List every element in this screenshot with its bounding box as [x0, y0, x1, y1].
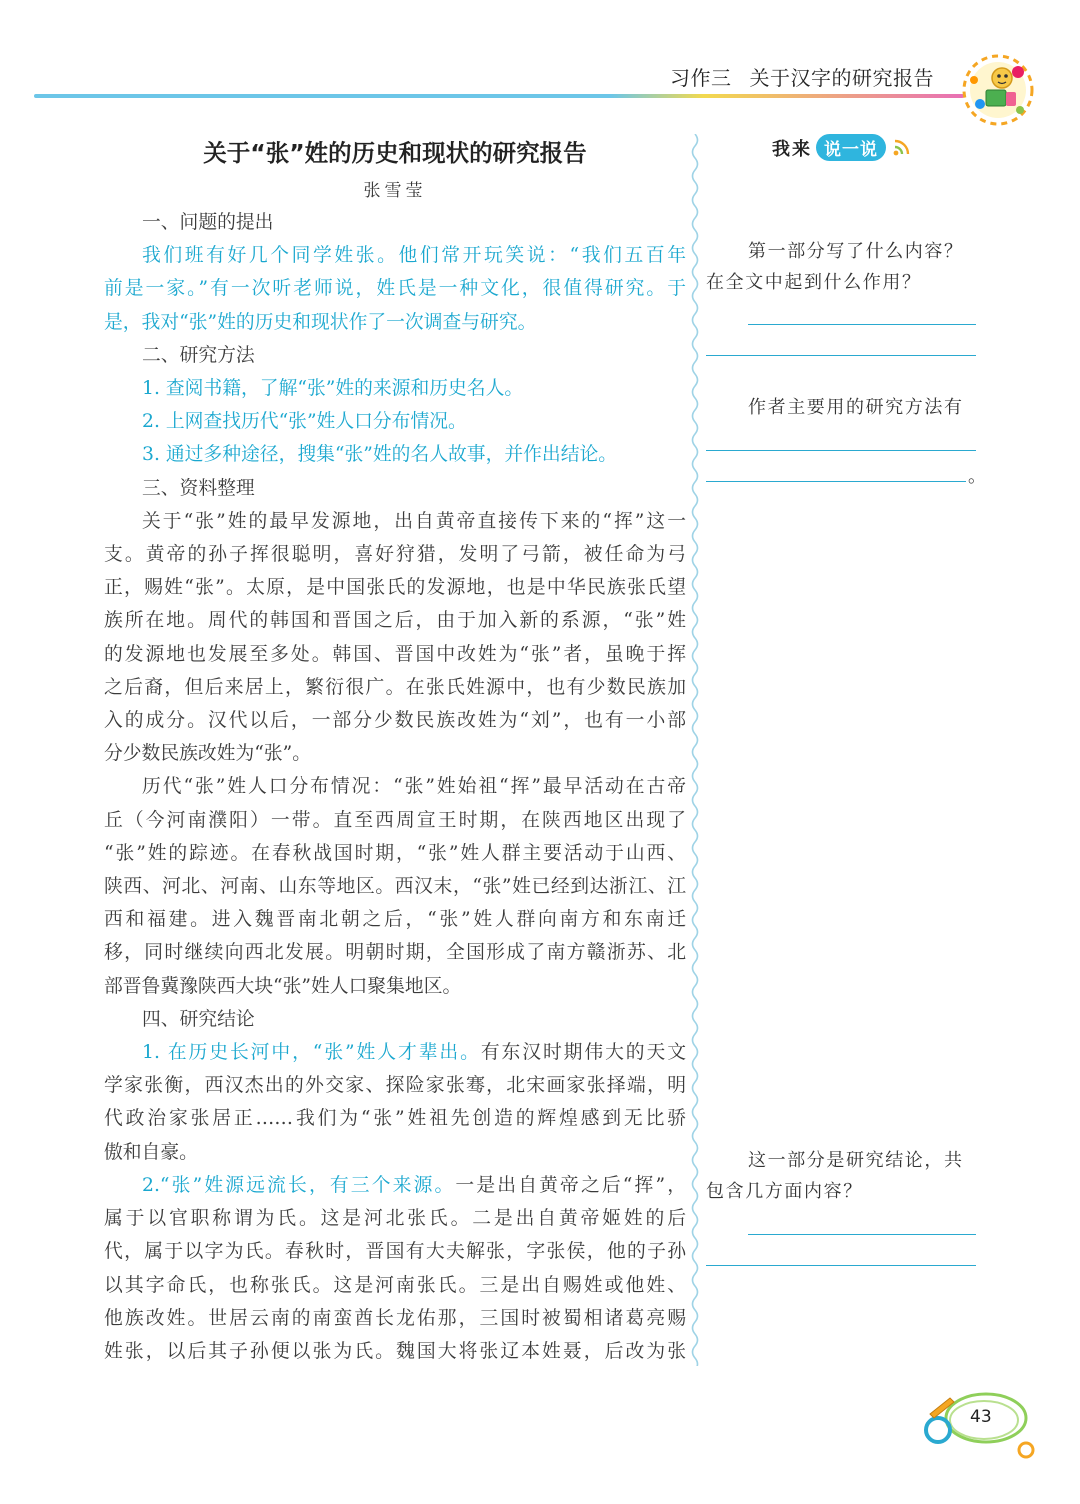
conclusion-highlight: 1. 在历史长河中，“张”姓人才辈出。 [142, 1042, 481, 1064]
article [104, 134, 686, 1368]
article-author: 张雪莹 [363, 181, 427, 201]
header-rule [34, 94, 964, 98]
article-line: 代政治家张居正……我们为“张”姓祖先创造的辉煌感到无比骄 [104, 1108, 686, 1130]
article-line: 二、研究方法 [142, 344, 255, 366]
article-line: 三、资料整理 [142, 477, 255, 499]
conclusion-detail: 有东汉时期伟大的天文 [480, 1042, 687, 1064]
answer-line-2a[interactable] [706, 450, 976, 451]
column-divider [689, 134, 701, 1366]
article-line: 移，同时继续向西北发展。明朝时期，全国形成了南方赣浙苏、北 [104, 942, 686, 964]
article-title: 关于“张”姓的历史和现状的研究报告 [203, 139, 587, 167]
question-3-line-2: 包含几方面内容？ [706, 1181, 863, 1202]
article-line: 前是一家。”有一次听老师说，姓氏是一种文化，很值得研究。于 [104, 278, 686, 300]
sidebar-heading-prefix: 我来 [772, 138, 812, 160]
article-line: 丘（今河南濮阳）一带。直至西周宣王时期，在陕西地区出现了 [104, 809, 686, 831]
conclusion-highlight: 2.“张”姓源远流长，有三个来源。 [142, 1174, 456, 1196]
answer-line-1a[interactable] [748, 324, 976, 325]
article-line: 西和福建。进入魏晋南北朝之后，“张”姓人群向南方和东南迁 [104, 909, 686, 931]
article-line: 傲和自豪。 [104, 1141, 198, 1163]
article-line: 姓张，以后其子孙便以张为氏。魏国大将张辽本姓聂，后改为张 [104, 1340, 686, 1362]
article-line: 关于“张”姓的最早发源地，出自黄帝直接传下来的“挥”这一 [142, 510, 686, 532]
article-line: 四、研究结论 [142, 1008, 255, 1030]
sidebar-heading-pill: 说一说 [816, 134, 886, 161]
article-line: 支。黄帝的孙子挥很聪明，喜好狩猎，发明了弓箭，被任命为弓 [104, 544, 686, 566]
page-number: 43 [970, 1407, 992, 1427]
answer-line-2b[interactable] [706, 481, 966, 482]
question-2-period: 。 [968, 466, 986, 487]
article-line: 以其字命氏，也称张氏。这是河南张氏。三是出自赐姓或他姓、 [104, 1274, 686, 1296]
article-line: 族所在地。周代的韩国和晋国之后，由于加入新的系源，“张”姓 [104, 610, 686, 632]
article-line: 属于以官职称谓为氏。这是河北张氏。二是出自黄帝姬姓的后 [104, 1208, 686, 1230]
question-3-line-1: 这一部分是研究结论，共 [748, 1150, 964, 1171]
question-1-line-1: 第一部分写了什么内容？ [748, 241, 964, 262]
answer-line-3a[interactable] [748, 1234, 976, 1235]
chapter-unit: 习作三 [670, 66, 732, 90]
chapter-header [670, 62, 934, 91]
article-line: 正，赐姓“张”。太原，是中国张氏的发源地，也是中华民族张氏望 [104, 577, 686, 599]
article-line: 代，属于以字为氏。春秋时，晋国有大夫解张，字张侯，他的子孙 [104, 1241, 686, 1263]
article-line: 分少数民族改姓为“张”。 [104, 743, 312, 765]
article-line: 3. 通过多种途径，搜集“张”姓的名人故事，并作出结论。 [142, 444, 618, 466]
article-line: 之后裔，但后来居上，繁衍很广。在张氏姓源中，也有少数民族加 [104, 676, 686, 698]
question-1-line-2: 在全文中起到什么作用？ [706, 272, 922, 293]
reading-mascot-icon [958, 50, 1038, 130]
article-line: 1. 查阅书籍，了解“张”姓的来源和历史名人。 [142, 378, 524, 400]
answer-line-3b[interactable] [706, 1265, 976, 1266]
article-line: 他族改姓。世居云南的南蛮酋长龙佑那，三国时被蜀相诸葛亮赐 [104, 1307, 686, 1329]
chapter-topic: 关于汉字的研究报告 [749, 66, 934, 90]
speech-waves-icon [892, 139, 914, 157]
sidebar-heading [772, 134, 914, 161]
article-line: 部晋鲁冀豫陕西大块“张”姓人口聚集地区。 [104, 975, 462, 997]
article-body [104, 206, 686, 1368]
article-line: “张”姓的踪迹。在春秋战国时期，“张”姓人群主要活动于山西、 [104, 842, 686, 864]
article-line: 2. 上网查找历代“张”姓人口分布情况。 [142, 411, 467, 433]
article-line: 我们班有好几个同学姓张。他们常开玩笑说：“我们五百年 [142, 245, 686, 267]
article-line: 历代“张”姓人口分布情况：“张”姓始祖“挥”最早活动在古帝 [142, 776, 686, 798]
article-line [104, 1169, 686, 1202]
article-line: 陕西、河北、河南、山东等地区。西汉末，“张”姓已经到达浙江、江 [104, 876, 686, 898]
article-line: 一、问题的提出 [142, 212, 274, 233]
answer-line-1b[interactable] [706, 355, 976, 356]
article-line: 学家张衡，西汉杰出的外交家、探险家张骞，北宋画家张择端，明 [104, 1075, 686, 1097]
article-line: 是，我对“张”姓的历史和现状作了一次调查与研究。 [104, 311, 537, 333]
conclusion-detail: 一是出自黄帝之后“挥”， [455, 1174, 687, 1196]
article-line: 入的成分。汉代以后，一部分少数民族改姓为“刘”，也有一小部 [104, 710, 686, 732]
article-line [104, 1036, 686, 1069]
question-2: 作者主要用的研究方法有 [748, 397, 964, 418]
article-line: 的发源地也发展至多处。韩国、晋国中改姓为“张”者，虽晚于挥 [104, 643, 686, 665]
